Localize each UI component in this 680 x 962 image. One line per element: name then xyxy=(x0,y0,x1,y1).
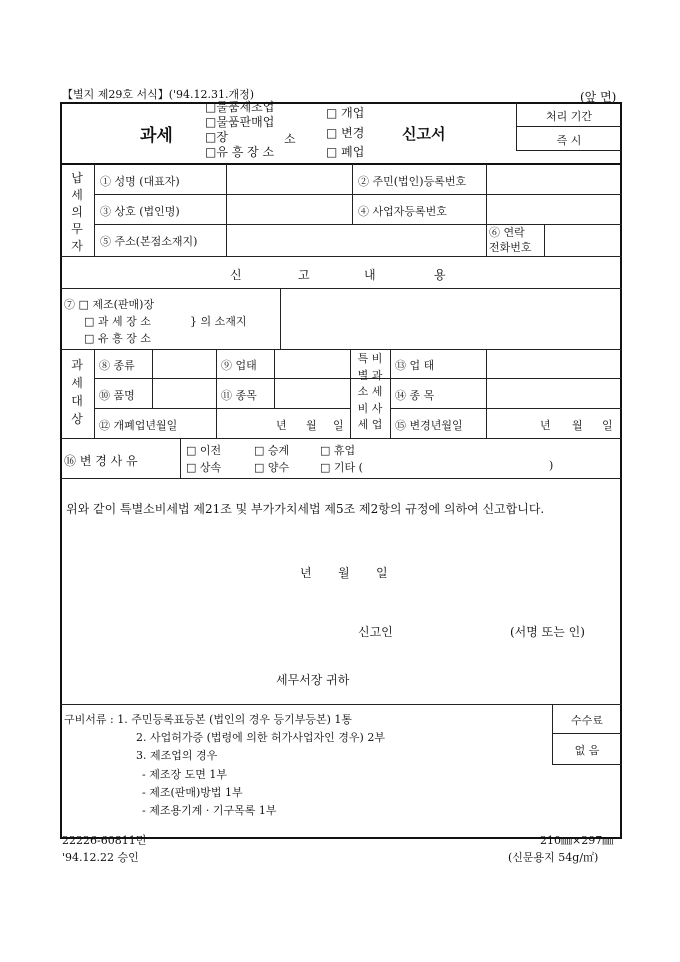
signature-label: (서명 또는 인) xyxy=(510,625,585,639)
form-code: 22226-60811민 xyxy=(62,834,147,847)
reason-other[interactable]: □ 기타 ( xyxy=(320,461,363,474)
trade-name-input[interactable] xyxy=(227,195,351,223)
required-documents-line-1: 구비서류 : 1. 주민등록표등본 (법인의 경우 등기부등본) 1통 xyxy=(64,713,353,726)
required-documents-line-4: - 제조장 도면 1부 xyxy=(142,768,227,781)
form-number: 【별지 제29호 서식】('94.12.31.개정) xyxy=(62,88,255,101)
report-heading-1: 신 xyxy=(230,268,242,282)
change-date-label: ⑮ 변경년월일 xyxy=(395,419,463,432)
paper-size: 210㎜×297㎜ xyxy=(540,834,614,847)
addressee: 세무서장 귀하 xyxy=(276,673,350,687)
reason-other-close: ) xyxy=(549,459,554,472)
reason-relocation[interactable]: □ 이전 xyxy=(186,444,222,457)
title-suffix: 신고서 xyxy=(402,125,446,143)
location-suffix: } 의 소재지 xyxy=(190,315,247,328)
type-input[interactable] xyxy=(153,350,215,377)
approval-date: '94.12.22 승인 xyxy=(62,851,139,864)
business-type-2-label: ⑬ 업 태 xyxy=(395,359,435,372)
required-documents-line-5: - 제조(판매)방법 1부 xyxy=(142,786,243,799)
change-year: 년 xyxy=(540,419,551,432)
trade-name-label: ③ 상호 (법인명) xyxy=(100,205,180,218)
paper-type: (신문용지 54g/㎡) xyxy=(508,851,599,864)
category-input[interactable] xyxy=(275,379,349,407)
category-2-label: ⑭ 종 목 xyxy=(395,389,435,402)
report-heading-4: 용 xyxy=(434,268,446,282)
taxpayer-side-label: 납 세 의 무 자 xyxy=(71,171,83,253)
title-option-3-suffix: 소 xyxy=(284,132,296,146)
address-label: ⑤ 주소(본점소재지) xyxy=(100,235,198,248)
reason-inheritance[interactable]: □ 상속 xyxy=(186,461,222,474)
open-close-date-label: ⑫ 개폐업년월일 xyxy=(99,419,178,432)
title-option-2[interactable]: □물품판매업 xyxy=(205,115,275,129)
item-name-input[interactable] xyxy=(153,379,215,407)
business-number-input[interactable] xyxy=(487,195,621,223)
business-number-label: ④ 사업자등록번호 xyxy=(358,205,447,218)
address-input[interactable] xyxy=(227,225,485,255)
item-name-label: ⑩ 품명 xyxy=(99,389,135,402)
date-month: 월 xyxy=(306,419,317,432)
business-type-label: ⑨ 업태 xyxy=(221,359,257,372)
reason-suspension[interactable]: □ 휴업 xyxy=(320,444,356,457)
location-option-3[interactable]: □ 유 흥 장 소 xyxy=(84,332,151,345)
reason-succession[interactable]: □ 승계 xyxy=(254,444,290,457)
fee-label: 수수료 xyxy=(571,714,603,727)
date-day: 일 xyxy=(333,419,344,432)
title-option-4[interactable]: □유 흥 장 소 xyxy=(205,145,275,159)
reporter-label: 신고인 xyxy=(358,625,393,639)
resident-id-input[interactable] xyxy=(487,165,621,193)
location-option-1[interactable]: ⑦ □ 제조(판매)장 xyxy=(64,298,155,311)
declaration-month: 월 xyxy=(338,566,350,580)
type-label: ⑧ 종류 xyxy=(99,359,135,372)
page-side: (앞 면) xyxy=(580,90,617,104)
change-reason-label: ⑯ 변 경 사 유 xyxy=(64,454,138,468)
report-heading-3: 내 xyxy=(364,268,376,282)
business-type-2-input[interactable] xyxy=(487,350,621,377)
report-heading-2: 고 xyxy=(298,268,310,282)
name-input[interactable] xyxy=(227,165,351,193)
processing-period-label: 처리 기간 xyxy=(545,110,592,123)
date-year: 년 xyxy=(276,419,287,432)
reason-transfer[interactable]: □ 양수 xyxy=(254,461,290,474)
subject-side-label: 과 세 대 상 xyxy=(71,358,83,426)
declaration-day: 일 xyxy=(376,566,388,580)
title-option-1[interactable]: □물품제조업 xyxy=(205,100,275,114)
location-option-2[interactable]: □ 과 세 장 소 xyxy=(84,315,151,328)
title-prefix: 과세 xyxy=(140,126,173,146)
change-day: 일 xyxy=(602,419,613,432)
required-documents-line-3: 3. 제조업의 경우 xyxy=(136,749,218,762)
processing-period-value: 즉 시 xyxy=(556,134,582,147)
fee-value: 없 음 xyxy=(574,744,600,757)
category-2-input[interactable] xyxy=(487,379,621,407)
phone-input[interactable] xyxy=(545,225,621,255)
change-month: 월 xyxy=(572,419,583,432)
kind-open-checkbox[interactable]: □ 개업 xyxy=(326,106,365,120)
special-tax-side-label: 특 비 별 과 소 세 비 사 세 업 xyxy=(357,352,383,431)
kind-close-checkbox[interactable]: □ 폐업 xyxy=(326,145,365,159)
title-option-3[interactable]: □장 xyxy=(205,130,228,144)
resident-id-label: ② 주민(법인)등록번호 xyxy=(358,175,467,188)
declaration-year: 년 xyxy=(300,566,312,580)
location-input[interactable] xyxy=(281,289,621,348)
required-documents-line-6: - 제조용기계 · 기구목록 1부 xyxy=(142,804,277,817)
declaration-text: 위와 같이 특별소비세법 제21조 및 부가가치세법 제5조 제2항의 규정에 의하여 신고합니다. xyxy=(66,502,545,516)
business-type-input[interactable] xyxy=(275,350,349,377)
required-documents-line-2: 2. 사업허가증 (법령에 의한 허가사업자인 경우) 2부 xyxy=(136,731,385,744)
name-label: ① 성명 (대표자) xyxy=(100,175,180,188)
kind-change-checkbox[interactable]: □ 변경 xyxy=(326,126,365,140)
phone-label: ⑥ 연락 전화번호 xyxy=(489,226,532,254)
category-label: ⑪ 종목 xyxy=(221,389,257,402)
